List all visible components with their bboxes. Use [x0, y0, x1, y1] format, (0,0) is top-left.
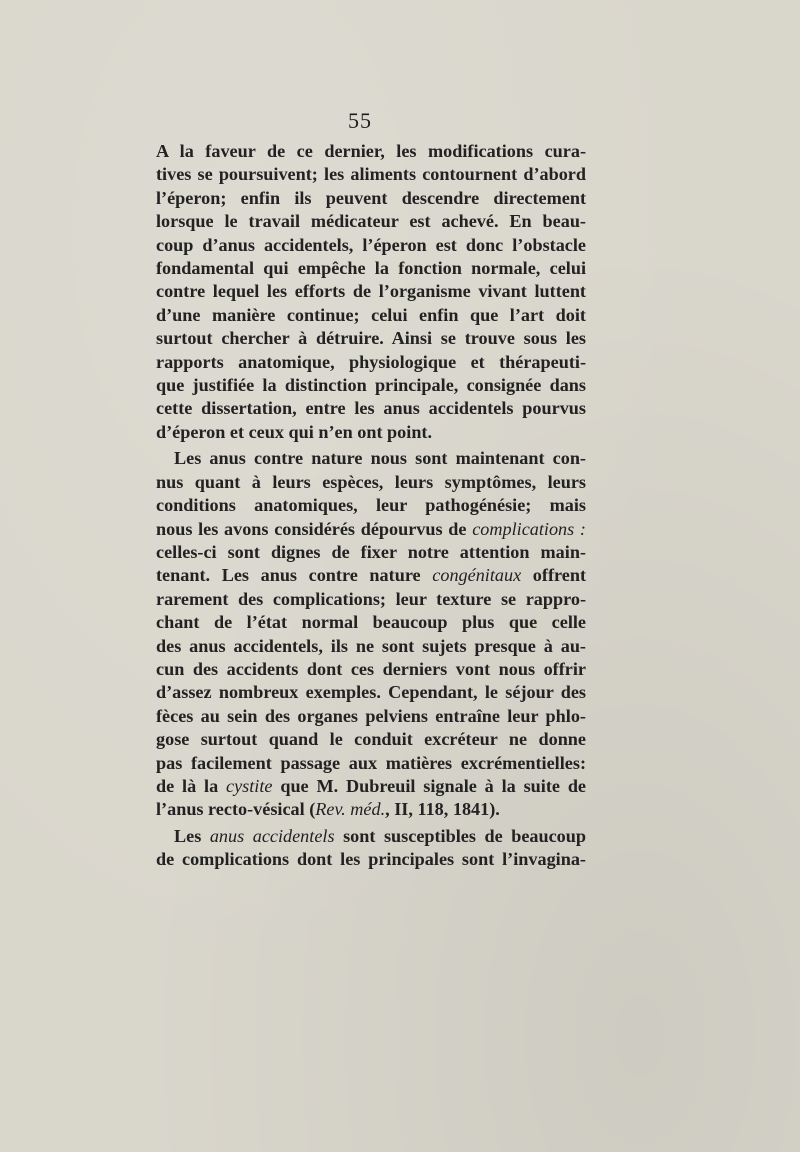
text-line: l’éperon; enfin ils peuvent descendre directement: [156, 187, 586, 208]
text-line: fondamental qui empêche la fonction normale, celui: [156, 258, 586, 279]
text-line: l’anus recto-vésical (Rev. méd., II, 118, 1841).: [156, 799, 500, 820]
text-line: des anus accidentels, ils ne sont sujets presque à au-: [156, 635, 586, 656]
text-line: rarement des complications; leur texture se rappro-: [156, 588, 586, 609]
text-line: A la faveur de ce dernier, les modifications cura-: [156, 141, 586, 161]
text-line: de complications dont les principales sont l’invagina-: [156, 849, 586, 870]
text-line: tives se poursuivent; les aliments contournent d’abord: [156, 164, 586, 185]
text-line: de là la cystite que M. Dubreuil signale à la suite de: [156, 775, 587, 796]
text-line: coup d’anus accidentels, l’éperon est donc l’obstacle: [156, 234, 586, 255]
text-line: chant de l’état normal beaucoup plus que celle: [156, 612, 586, 633]
text-line: Les anus accidentels sont susceptibles de beaucoup: [174, 825, 586, 846]
text-line: pas facilement passage aux matières excrémentielles:: [156, 752, 586, 773]
text-line: cun des accidents dont ces derniers vont nous offrir: [156, 658, 586, 679]
text-line: tenant. Les anus contre nature congénitaux offrent: [156, 565, 587, 586]
text-line: d’éperon et ceux qui n’en ont point.: [156, 421, 433, 442]
text-line: Les anus contre nature nous sont maintenant con-: [174, 448, 586, 469]
text-line: d’assez nombreux exemples. Cependant, le séjour des: [156, 682, 586, 703]
text-line: d’une manière continue; celui enfin que l’art doit: [156, 304, 586, 325]
text-line: surtout chercher à détruire. Ainsi se trouve sous les: [156, 328, 586, 349]
page-number: 55: [348, 108, 372, 133]
text-line: fèces au sein des organes pelviens entraîne leur phlo-: [156, 705, 586, 726]
body-text: [156, 140, 586, 872]
text-line: celles-ci sont dignes de fixer notre attention main-: [156, 541, 586, 562]
text-line: nus quant à leurs espèces, leurs symptômes, leurs: [156, 471, 586, 492]
text-line: contre lequel les efforts de l’organisme vivant luttent: [156, 281, 586, 302]
text-line: rapports anatomique, physiologique et thérapeuti-: [156, 351, 586, 372]
text-line: conditions anatomiques, leur pathogénésie; mais: [156, 495, 586, 516]
text-line: que justifiée la distinction principale, consignée dans: [156, 375, 586, 396]
text-line: cette dissertation, entre les anus accidentels pourvus: [156, 398, 586, 419]
text-line: nous les avons considérés dépourvus de complications :: [156, 518, 586, 539]
text-line: gose surtout quand le conduit excréteur ne donne: [156, 729, 586, 750]
text-line: lorsque le travail médicateur est achevé. En beau-: [156, 211, 586, 232]
